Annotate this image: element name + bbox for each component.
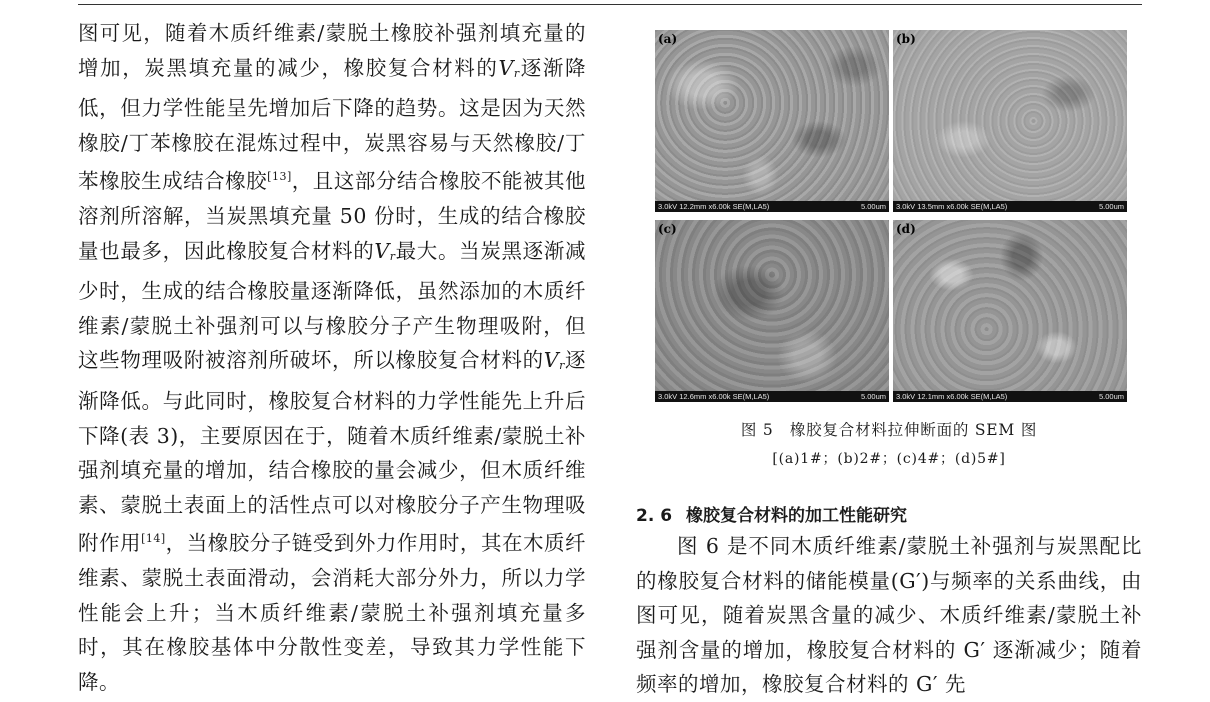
section-heading (636, 501, 1142, 526)
panel-label: (c) (658, 222, 677, 236)
sem-panel-d (893, 220, 1127, 402)
sem-info-bar: 3.0kV 12.2mm x6.00k SE(M,LA5) 5.00um (655, 201, 889, 212)
section-title: 橡胶复合材料的加工性能研究 (686, 506, 908, 526)
text-run: 逐渐降低。与此同时，橡胶复合材料的力学性能先上升后下降(表 3)，主要原因在于，随着木质纤维素/蒙脱土补强剂填充量的增加，结合橡胶的量会减少，但木质纤维素、蒙脱土表面上的活性点可以对橡胶分子产生物理吸附作用 (78, 348, 586, 556)
citation-14[interactable]: [14] (141, 532, 166, 546)
sem-figure (655, 30, 1142, 402)
header-rule (78, 4, 1142, 5)
section-number: 2. 6 (636, 506, 673, 526)
panel-label: (a) (658, 32, 678, 46)
panel-label: (d) (896, 222, 916, 236)
vr-symbol: $V_r$ (543, 348, 565, 373)
sem-panel-b (893, 30, 1127, 212)
left-column-text (78, 16, 586, 699)
figure-caption: 图 5 橡胶复合材料拉伸断面的 SEM 图 (740, 421, 1038, 439)
panel-label: (b) (896, 32, 916, 46)
citation-13[interactable]: [13] (267, 170, 292, 184)
vr-symbol: $V_r$ (374, 238, 396, 263)
text-run: 逐渐降低，但力学性能呈先增加后下降的趋势。这是因为天然橡胶/丁苯橡胶在混炼过程中，炭黑容易与天然橡胶/丁苯橡胶生成结合橡胶 (78, 55, 587, 194)
body-paragraph (78, 16, 586, 699)
figure-caption-sub: [(a)1#；(b)2#；(c)4#；(d)5#] (772, 451, 1006, 467)
sem-panel-c (655, 220, 889, 402)
text-run: 最大。当炭黑逐渐减少时，生成的结合橡胶量逐渐降低，虽然添加的木质纤维素/蒙脱土补强剂可以与橡胶分子产生物理吸附，但这些物理吸附被溶剂所破坏，所以橡胶复合材料的 (78, 238, 587, 373)
vr-symbol: $V_r$ (498, 55, 520, 80)
section-paragraph: 图 6 是不同木质纤维素/蒙脱土补强剂与炭黑配比的橡胶复合材料的储能模量(G′)与频率的关系曲线，由图可见，随着炭黑含量的减少、木质纤维素/蒙脱土补强剂含量的增加，橡胶复合材料的 G′ 逐渐减少；随着频率的增加，橡胶复合材料的 G′ 先 (636, 534, 1142, 697)
right-column (636, 30, 1142, 702)
sem-panel-a (655, 30, 889, 212)
sem-info-bar: 3.0kV 13.5mm x6.00k SE(M,LA5) 5.00um (893, 201, 1127, 212)
sem-info-bar: 3.0kV 12.6mm x6.00k SE(M,LA5) 5.00um (655, 391, 889, 402)
text-run: ，且这部分结合橡胶不能被其他溶剂所溶解，当炭黑填充量 50 份时，生成的结合橡胶量也最多，因此橡胶复合材料的 (78, 169, 587, 263)
text-run: ，当橡胶分子链受到外力作用时，其在木质纤维素、蒙脱土表面滑动，会消耗大部分外力，所以力学性能会上升；当木质纤维素/蒙脱土补强剂填充量多时，其在橡胶基体中分散性变差，导致其力学性能下降。 (78, 531, 587, 694)
sem-info-bar: 3.0kV 12.1mm x6.00k SE(M,LA5) 5.00um (893, 391, 1127, 402)
text-run: 图可见，随着木质纤维素/蒙脱土橡胶补强剂填充量的增加，炭黑填充量的减少，橡胶复合材料的 (78, 21, 586, 80)
